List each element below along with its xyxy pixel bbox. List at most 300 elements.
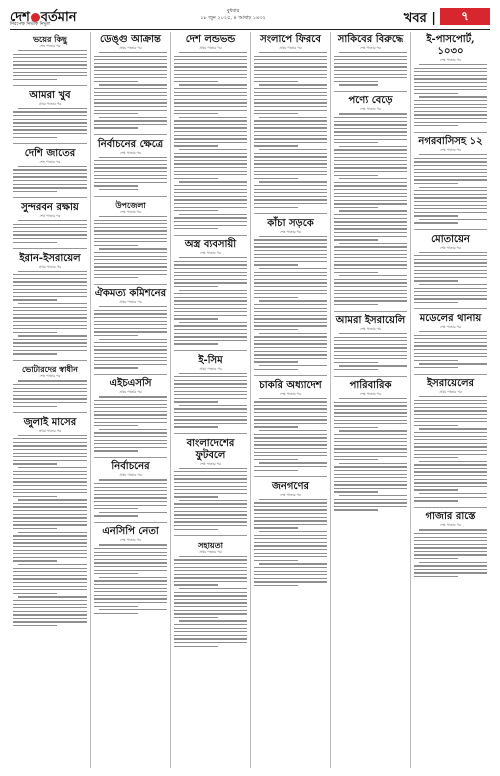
text-line [254, 99, 327, 100]
text-line [254, 257, 327, 258]
text-line [334, 196, 407, 197]
text-line [13, 64, 87, 65]
text-line [334, 272, 378, 273]
text-line [414, 439, 487, 440]
text-line [414, 82, 487, 83]
text-line [334, 304, 378, 305]
text-line [334, 293, 407, 294]
text-line [254, 189, 327, 190]
text-line [419, 219, 487, 220]
text-line [414, 500, 458, 501]
text-line [419, 428, 487, 429]
text-line [174, 88, 247, 89]
text-line [94, 505, 167, 506]
text-line [18, 532, 87, 533]
article-body-text [94, 396, 167, 454]
text-line [174, 279, 247, 280]
section-name: খবর [403, 11, 427, 26]
text-line [254, 545, 327, 546]
text-line [174, 567, 247, 568]
text-line [334, 131, 407, 132]
text-line [254, 261, 327, 262]
text-line [13, 568, 87, 569]
article [94, 286, 167, 371]
article-body-text [414, 252, 487, 306]
text-line [334, 239, 378, 240]
text-line [334, 351, 407, 352]
text-line [334, 502, 407, 503]
text-line [334, 142, 378, 143]
text-line [334, 160, 407, 161]
text-line [174, 426, 218, 427]
text-line [254, 113, 298, 114]
text-line [174, 95, 247, 96]
text-line [174, 617, 218, 618]
text-line [13, 238, 87, 239]
text-line [254, 286, 327, 287]
text-line [174, 70, 247, 71]
text-line [94, 113, 138, 114]
article [414, 509, 487, 579]
text-line [254, 329, 298, 330]
text-line [254, 343, 327, 344]
text-line [13, 325, 87, 326]
text-line [13, 485, 87, 486]
text-line [99, 189, 138, 190]
text-line [174, 74, 247, 75]
article [334, 93, 407, 307]
text-line [339, 365, 407, 366]
text-line [13, 456, 87, 457]
text-line [94, 66, 167, 67]
text-line [94, 349, 167, 350]
text-line [94, 515, 138, 516]
article-headline: ভয়ের কিছু [33, 34, 67, 44]
text-line [334, 193, 407, 194]
text-line [414, 288, 487, 289]
text-line [254, 448, 327, 449]
text-line [179, 149, 247, 150]
article [414, 376, 487, 504]
text-line [414, 190, 487, 191]
text-line [334, 250, 407, 251]
story-divider [334, 311, 407, 312]
text-line [13, 604, 87, 605]
text-line [254, 163, 327, 164]
article-body-text [414, 529, 487, 579]
text-line [13, 535, 87, 536]
text-line [414, 277, 487, 278]
text-line [259, 531, 327, 532]
text-line [94, 70, 167, 71]
story-divider [254, 476, 327, 477]
text-line [414, 158, 487, 159]
article-byline: শেষ পাতার পর [39, 374, 61, 379]
text-line [254, 290, 327, 291]
story-divider [414, 374, 487, 375]
text-line [254, 275, 327, 276]
text-line [414, 457, 458, 458]
text-line [94, 259, 167, 260]
article-body-text [94, 216, 167, 281]
article-headline: ডেঙ্গু আক্রান্ত [100, 34, 161, 45]
article [94, 459, 167, 519]
story-divider [414, 308, 487, 309]
article-headline: জনগণের [271, 480, 310, 492]
text-line [254, 437, 327, 438]
text-line [334, 452, 407, 453]
text-line [94, 252, 167, 253]
text-line [174, 311, 247, 312]
text-line [174, 318, 218, 319]
text-line [414, 89, 487, 90]
text-line [254, 156, 327, 157]
text-line [13, 445, 87, 446]
text-line [94, 552, 167, 553]
article [174, 353, 247, 431]
article-byline: প্রথম পাতার পর [439, 390, 462, 394]
article-body-text [94, 52, 167, 131]
text-line [254, 567, 327, 568]
text-line [334, 470, 407, 471]
article-headline: অস্ত্র ব্যবসায়ী [184, 239, 237, 251]
text-line [174, 225, 247, 226]
text-line [18, 271, 87, 272]
text-line [13, 398, 87, 399]
text-line [174, 297, 247, 298]
story-divider [13, 85, 87, 86]
text-line [174, 482, 247, 483]
article-headline: দেশি জাতের [24, 147, 76, 159]
text-line [13, 539, 87, 540]
text-line [334, 438, 407, 439]
text-line [13, 57, 87, 58]
story-divider [174, 235, 247, 236]
text-line [179, 214, 247, 215]
text-line [94, 494, 167, 495]
text-line [254, 153, 327, 154]
text-line [13, 395, 87, 396]
text-line [334, 445, 407, 446]
article-headline: ভোটারদের স্বাধীন [22, 364, 78, 375]
text-line [414, 114, 487, 115]
text-line [254, 95, 327, 96]
text-line [254, 304, 327, 305]
text-line [174, 595, 247, 596]
text-line [414, 71, 487, 72]
text-line [174, 606, 247, 607]
text-line [419, 96, 487, 97]
text-line [174, 145, 218, 146]
text-line [94, 127, 138, 128]
text-line [334, 337, 407, 338]
text-line [174, 217, 247, 218]
text-line [13, 180, 87, 181]
text-line [174, 521, 247, 522]
text-line [94, 106, 167, 107]
text-line [254, 250, 327, 251]
text-line [13, 173, 87, 174]
text-line [414, 169, 487, 170]
text-line [334, 290, 407, 291]
story-divider [94, 134, 167, 135]
text-line [13, 122, 87, 123]
text-line [179, 556, 247, 557]
text-line [334, 459, 378, 460]
text-line [174, 127, 247, 128]
text-line [174, 171, 247, 172]
text-line [94, 328, 167, 329]
text-line [259, 563, 327, 564]
article-headline: ইসরায়েলের [426, 378, 475, 389]
text-line [254, 102, 327, 103]
text-line [174, 203, 247, 204]
text-line [254, 325, 327, 326]
text-line [334, 344, 407, 345]
article-headline: ঐকমত্য কমিশনের [94, 288, 167, 300]
text-line [334, 167, 407, 168]
text-line [13, 517, 87, 518]
text-line [174, 380, 247, 381]
article [254, 216, 327, 373]
text-line [94, 81, 138, 82]
text-line [414, 78, 487, 79]
text-line [414, 75, 487, 76]
text-line [174, 559, 247, 560]
text-line [174, 624, 247, 625]
text-line [13, 614, 87, 615]
text-line [94, 346, 167, 347]
text-line [414, 479, 487, 480]
article-byline: প্রথম পাতার পর [279, 46, 302, 50]
text-line [13, 292, 87, 293]
text-line [254, 308, 327, 309]
text-line [334, 189, 407, 190]
text-line [94, 321, 167, 322]
text-line [99, 52, 167, 53]
text-line [94, 227, 167, 228]
text-line [13, 285, 87, 286]
text-line [334, 70, 407, 71]
article [414, 232, 487, 306]
article-byline: শেষ পাতার পর [360, 107, 381, 112]
text-line [179, 588, 247, 589]
text-line [94, 63, 167, 64]
article-body-text [94, 157, 167, 193]
text-line [174, 163, 247, 164]
text-line [414, 345, 487, 346]
text-line [414, 565, 487, 566]
text-line [334, 362, 378, 363]
text-line [13, 481, 87, 482]
text-line [174, 599, 247, 600]
text-line [94, 324, 167, 325]
text-line [334, 405, 407, 406]
text-line [254, 459, 298, 460]
text-line [174, 383, 247, 384]
text-line [174, 221, 247, 222]
text-line [13, 310, 87, 311]
text-line [94, 238, 167, 239]
story-divider [13, 248, 87, 249]
text-line [174, 286, 218, 287]
text-line [414, 418, 487, 419]
article-headline: সংলাপে ফিরবে [260, 34, 321, 45]
text-line [334, 491, 378, 492]
text-line [414, 298, 487, 299]
text-line [13, 453, 87, 454]
article-byline: প্রথম পাতার পর [38, 428, 62, 433]
text-line [174, 99, 247, 100]
text-line [334, 56, 407, 57]
text-line [174, 66, 247, 67]
text-line [13, 231, 87, 232]
article [94, 137, 167, 193]
text-line [174, 113, 218, 114]
text-line [254, 455, 327, 456]
article-byline: শেষ পাতার পর [39, 159, 61, 164]
article-headline: নগরবাসিসহ ১২ [418, 136, 483, 148]
text-line [174, 511, 247, 512]
article [414, 32, 487, 129]
text-line [254, 138, 327, 139]
text-line [94, 400, 167, 401]
text-line [334, 441, 407, 442]
text-line [254, 351, 327, 352]
text-line [94, 234, 167, 235]
article-headline: ইরান-ইসরায়েল [19, 252, 81, 264]
text-line [13, 75, 87, 76]
text-line [13, 332, 57, 333]
text-line [414, 183, 458, 184]
text-line [99, 577, 167, 578]
text-line [414, 547, 487, 548]
text-line [174, 577, 247, 578]
text-line [174, 110, 247, 111]
text-line [94, 447, 167, 448]
text-line [13, 463, 57, 464]
text-line [334, 264, 407, 265]
text-line [13, 227, 87, 228]
text-line [13, 438, 87, 439]
text-line [334, 175, 378, 176]
text-line [94, 266, 167, 267]
text-line [254, 466, 327, 467]
text-line [414, 533, 487, 534]
text-line [419, 493, 487, 494]
text-line [414, 537, 487, 538]
text-line [13, 449, 87, 450]
text-line [254, 254, 327, 255]
text-line [18, 166, 87, 167]
text-line [99, 479, 167, 480]
article-byline: শেষ পাতার পর [360, 46, 381, 50]
text-line [94, 110, 167, 111]
article-headline: আমরা ইসরায়েলি [335, 315, 406, 326]
article-byline: শেষ পাতার পর [280, 229, 301, 234]
text-line [13, 524, 87, 525]
text-line [94, 99, 167, 100]
text-line [254, 70, 327, 71]
text-line [414, 172, 487, 173]
text-line [334, 474, 407, 475]
text-line [18, 435, 87, 436]
text-line [13, 575, 87, 576]
text-line [254, 509, 327, 510]
text-line [334, 297, 407, 298]
text-line [339, 463, 407, 464]
text-line [13, 111, 87, 112]
text-line [254, 423, 327, 424]
article-body-text [174, 556, 247, 649]
text-line [13, 621, 87, 622]
text-line [99, 248, 167, 249]
text-line [259, 365, 327, 366]
text-line [174, 646, 218, 647]
text-line [94, 501, 167, 502]
text-line [13, 593, 57, 594]
text-line [179, 373, 247, 374]
article-headline: সাকিবের বিরুদ্ধে [337, 34, 404, 45]
text-line [94, 256, 167, 257]
article [334, 32, 407, 88]
text-line [174, 264, 247, 265]
text-line [414, 425, 458, 426]
text-line [334, 416, 407, 417]
text-line [94, 584, 167, 585]
text-line [414, 544, 487, 545]
text-line [334, 124, 407, 125]
text-line [94, 598, 167, 599]
text-line [254, 553, 327, 554]
text-line [414, 446, 487, 447]
text-line [174, 493, 247, 494]
text-line [254, 178, 298, 179]
text-line [339, 398, 407, 399]
article-body-text [13, 435, 87, 629]
text-line [414, 410, 487, 411]
text-line [13, 492, 87, 493]
text-line [334, 153, 407, 154]
text-line [259, 236, 327, 237]
article-headline: ই-পাসপোর্ট, ১০৩০ [426, 34, 475, 57]
text-line [254, 340, 327, 341]
article-byline: শেষ পাতার পর [360, 327, 381, 331]
text-line [339, 178, 407, 179]
text-line [94, 124, 167, 125]
text-line [254, 542, 327, 543]
text-line [174, 304, 247, 305]
text-line [334, 59, 407, 60]
article-body-text [334, 52, 407, 88]
text-line [254, 434, 327, 435]
text-line [334, 182, 407, 183]
text-line [174, 419, 247, 420]
text-line [334, 149, 407, 150]
article-headline: জুলাই মাসের [23, 416, 77, 428]
text-line [414, 432, 487, 433]
text-line [334, 423, 407, 424]
text-line [13, 625, 57, 626]
text-line [334, 412, 407, 413]
article [13, 251, 87, 357]
text-line [174, 391, 247, 392]
text-line [254, 535, 327, 536]
article-headline: বাংলাদেশের ফুটবলে [186, 437, 235, 461]
text-line [179, 181, 247, 182]
article-byline: শেষ পাতার পর [360, 392, 381, 397]
article [174, 436, 247, 533]
